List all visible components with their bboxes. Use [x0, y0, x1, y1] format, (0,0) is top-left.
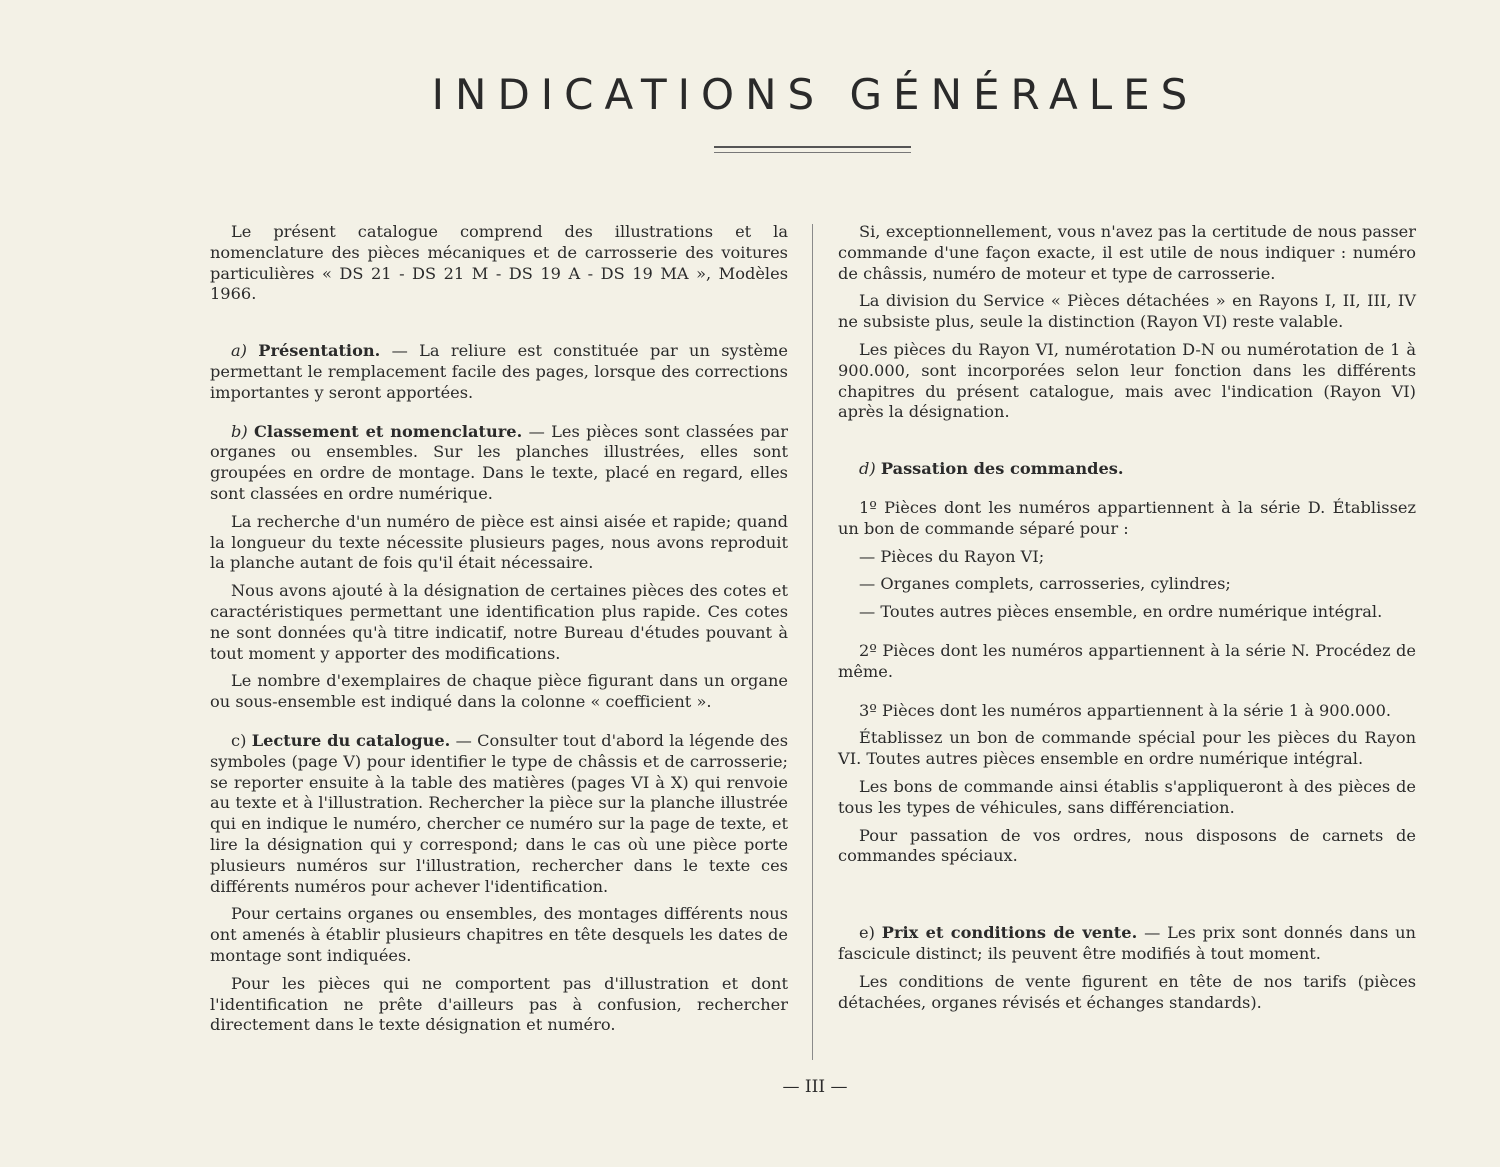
- section-c-paragraph-2: Pour certains organes ou ensembles, des montages différents nous ont amenés à établir plusieurs chapitres en tête desquels les dates de montage sont indiquées.: [210, 904, 788, 965]
- section-a-text: — La reliure est constituée par un système permettant le remplacement facile des pages, lorsque des corrections importantes y seront apportées.: [210, 341, 788, 402]
- section-c-letter: c): [231, 730, 247, 750]
- section-d-heading-line: [838, 459, 1416, 480]
- section-b-paragraph: [210, 422, 788, 505]
- right-column: [838, 222, 1416, 1013]
- section-c-paragraph-3: Pour les pièces qui ne comportent pas d'illustration et dont l'identification ne prête d'ailleurs pas à confusion, rechercher directement dans le texte désignation et numéro.: [210, 973, 788, 1035]
- section-a-heading: Présentation.: [258, 341, 381, 361]
- section-c-paragraph: [210, 731, 788, 897]
- page-number: — III —: [782, 1077, 848, 1097]
- section-d-item-3: 3º Pièces dont les numéros appartiennent à la série 1 à 900.000.: [859, 700, 1392, 720]
- section-d-list-item: — Pièces du Rayon VI;: [859, 546, 1045, 566]
- section-c-heading: Lecture du catalogue.: [251, 730, 451, 750]
- section-b-letter: b): [231, 421, 248, 441]
- section-e-heading: Prix et conditions de vente.: [881, 923, 1138, 943]
- section-b-text: — Les pièces sont classées par organes ou ensembles. Sur les planches illustrées, elles sont groupées en ordre de montage. Dans le texte, placé en regard, elles sont classées en ordre numérique.: [210, 421, 788, 503]
- section-d-item-3-paragraph-4: Pour passation de vos ordres, nous disposons de carnets de commandes spéciaux.: [838, 825, 1416, 866]
- section-b-paragraph-2: La recherche d'un numéro de pièce est ainsi aisée et rapide; quand la longueur du texte nécessite plusieurs pages, nous avons reproduit la planche autant de fois qu'il était nécessaire.: [210, 511, 788, 573]
- section-e-paragraph: [838, 923, 1416, 965]
- section-d-item-3-paragraph-3: Les bons de commande ainsi établis s'appliqueront à des pièces de tous les types de véhicules, sans différenciation.: [838, 776, 1416, 817]
- section-d-item-1: 1º Pièces dont les numéros appartiennent à la série D. Établissez un bon de commande séparé pour :: [838, 497, 1416, 538]
- section-a-letter: a): [231, 341, 247, 361]
- section-b-heading: Classement et nomenclature.: [254, 421, 523, 441]
- section-e-text: — Les prix sont donnés dans un fascicule distinct; ils peuvent être modifiés à tout moment.: [838, 923, 1416, 963]
- page-title: INDICATIONS GÉNÉRALES: [431, 70, 1199, 119]
- title-rule: [714, 146, 911, 153]
- left-column: [210, 222, 788, 1036]
- section-b-paragraph-4: Le nombre d'exemplaires de chaque pièce figurant dans un organe ou sous-ensemble est indiqué dans la colonne « coefficient ».: [210, 671, 788, 712]
- section-a-paragraph: [210, 341, 788, 403]
- section-e-paragraph-2: Les conditions de vente figurent en tête de nos tarifs (pièces détachées, organes révisés et échanges standards).: [838, 971, 1416, 1012]
- column-divider: [812, 224, 813, 1060]
- right-paragraph-3: Les pièces du Rayon VI, numérotation D-N ou numérotation de 1 à 900.000, sont incorporées selon leur fonction dans les différents chapitres du présent catalogue, mais avec l'indication (Rayon VI) après la désignation.: [838, 339, 1416, 422]
- section-d-heading: Passation des commandes.: [880, 459, 1124, 479]
- section-e-letter: e): [859, 923, 875, 943]
- right-paragraph-1: Si, exceptionnellement, vous n'avez pas la certitude de nous passer commande d'une façon exacte, il est utile de nous indiquer : numéro de châssis, numéro de moteur et type de carrosserie.: [838, 222, 1416, 283]
- right-paragraph-2: La division du Service « Pièces détachées » en Rayons I, II, III, IV ne subsiste plus, seule la distinction (Rayon VI) reste valable.: [838, 291, 1416, 332]
- section-d-list-item: — Toutes autres pièces ensemble, en ordre numérique intégral.: [859, 602, 1383, 622]
- section-c-text: — Consulter tout d'abord la légende des symboles (page V) pour identifier le type de châssis et de carrosserie; se reporter ensuite à la table des matières (pages VI à X) qui renvoie au texte et à l'illustration. Rechercher la pièce sur la planche illustrée qui en indique le numéro, chercher ce numéro sur la page de texte, et lire la désignation qui y correspond; dans le cas où une pièce porte plusieurs numéros sur l'illustration, rechercher dans le texte ces différents numéros pour achever l'identification.: [210, 730, 788, 896]
- section-d-item-2: 2º Pièces dont les numéros appartiennent à la série N. Procédez de même.: [838, 640, 1416, 681]
- section-d-item-3-paragraph-2: Établissez un bon de commande spécial pour les pièces du Rayon VI. Toutes autres pièces ensemble en ordre numérique intégral.: [838, 728, 1416, 769]
- intro-paragraph: Le présent catalogue comprend des illustrations et la nomenclature des pièces mécaniques et de carrosserie des voitures particulières « DS 21 - DS 21 M - DS 19 A - DS 19 MA », Modèles 1966.: [210, 222, 788, 304]
- section-d-letter: d): [859, 459, 876, 479]
- section-b-paragraph-3: Nous avons ajouté à la désignation de certaines pièces des cotes et caractéristiques permettant une identification plus rapide. Ces cotes ne sont données qu'à titre indicatif, notre Bureau d'études pouvant à tout moment y apporter des modifications.: [210, 581, 788, 663]
- section-d-list-item: — Organes complets, carrosseries, cylindres;: [859, 574, 1231, 594]
